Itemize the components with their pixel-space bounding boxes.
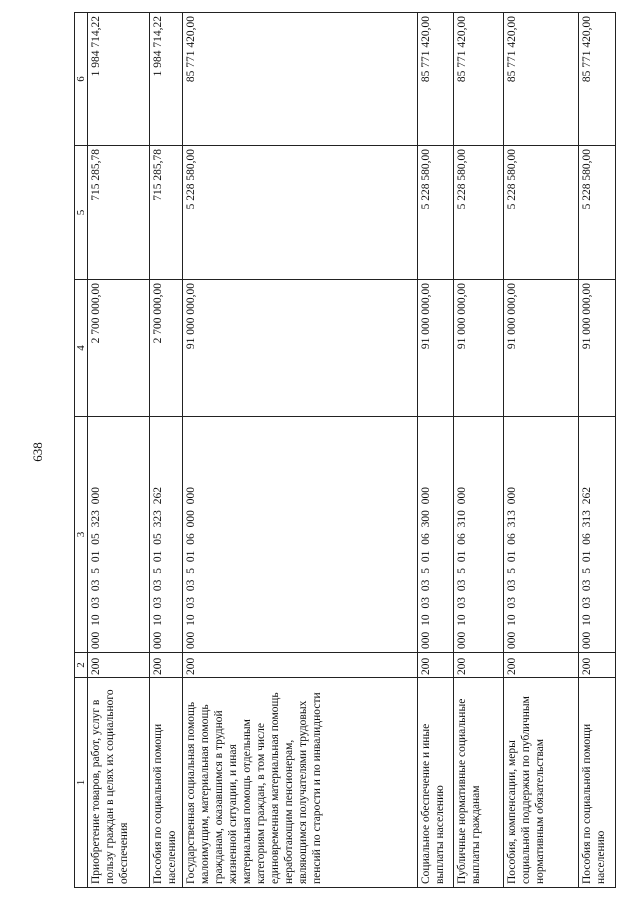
row-budget-code: 000 10 03 03 5 01 05 323 000: [88, 417, 150, 653]
budget-table: [74, 12, 616, 888]
col-header-4: 4: [75, 280, 88, 417]
row-budget-code: 000 10 03 03 5 01 05 323 262: [150, 417, 183, 653]
row-unexecuted: 85 771 420,00: [504, 13, 579, 146]
row-approved: 2 700 000,00: [150, 280, 183, 417]
row-line-code: 200: [150, 653, 183, 678]
table-row: [418, 13, 454, 888]
row-unexecuted: 1 984 714,22: [150, 13, 183, 146]
row-executed: 5 228 580,00: [183, 146, 418, 280]
row-budget-code: 000 10 03 03 5 01 06 300 000: [418, 417, 454, 653]
row-executed: 5 228 580,00: [418, 146, 454, 280]
row-budget-code: 000 10 03 03 5 01 06 313 262: [579, 417, 616, 653]
row-approved: 91 000 000,00: [504, 280, 579, 417]
row-executed: 5 228 580,00: [504, 146, 579, 280]
row-line-code: 200: [454, 653, 504, 678]
row-unexecuted: 1 984 714,22: [88, 13, 150, 146]
row-approved: 91 000 000,00: [183, 280, 418, 417]
row-unexecuted: 85 771 420,00: [454, 13, 504, 146]
table-row: [88, 13, 150, 888]
header-row: [75, 13, 88, 888]
col-header-5: 5: [75, 146, 88, 280]
row-budget-code: 000 10 03 03 5 01 06 313 000: [504, 417, 579, 653]
row-line-code: 200: [579, 653, 616, 678]
col-header-1: 1: [75, 678, 88, 888]
row-name: Пособия, компенсации, меры социальной поддержки по публичным нормативным обязательствам: [504, 678, 579, 888]
row-name: Государственная социальная помощь малоимущим, материальная помощь гражданам, оказавшимся в трудной жизненной ситуации, и иная материальная помощь отдельным категориям граждан, в том числе единовременная материальная помощь неработающим пенсионерам, являющимся получателями трудовых пенсий по старости и по инвалидности: [183, 678, 418, 888]
row-line-code: 200: [88, 653, 150, 678]
row-line-code: 200: [183, 653, 418, 678]
row-unexecuted: 85 771 420,00: [418, 13, 454, 146]
row-name: Социальное обеспечение и иные выплаты населению: [418, 678, 454, 888]
table-row: [183, 13, 418, 888]
row-executed: 5 228 580,00: [579, 146, 616, 280]
row-name: Приобретение товаров, работ, услуг в пользу граждан в целях их социального обеспечения: [88, 678, 150, 888]
budget-table-rotated: [74, 13, 614, 888]
row-executed: 715 285,78: [88, 146, 150, 280]
col-header-3: 3: [75, 417, 88, 653]
row-budget-code: 000 10 03 03 5 01 06 310 000: [454, 417, 504, 653]
row-approved: 91 000 000,00: [454, 280, 504, 417]
row-name: Пособия по социальной помощи населению: [150, 678, 183, 888]
row-name: Пособия по социальной помощи населению: [579, 678, 616, 888]
row-name: Публичные нормативные социальные выплаты гражданам: [454, 678, 504, 888]
row-approved: 91 000 000,00: [579, 280, 616, 417]
table-row: [504, 13, 579, 888]
row-line-code: 200: [418, 653, 454, 678]
table-row: [579, 13, 616, 888]
row-unexecuted: 85 771 420,00: [183, 13, 418, 146]
row-budget-code: 000 10 03 03 5 01 06 000 000: [183, 417, 418, 653]
col-header-6: 6: [75, 13, 88, 146]
row-line-code: 200: [504, 653, 579, 678]
row-approved: 2 700 000,00: [88, 280, 150, 417]
table-row: [150, 13, 183, 888]
row-executed: 5 228 580,00: [454, 146, 504, 280]
col-header-2: 2: [75, 653, 88, 678]
row-executed: 715 285,78: [150, 146, 183, 280]
row-unexecuted: 85 771 420,00: [579, 13, 616, 146]
table-row: [454, 13, 504, 888]
row-approved: 91 000 000,00: [418, 280, 454, 417]
